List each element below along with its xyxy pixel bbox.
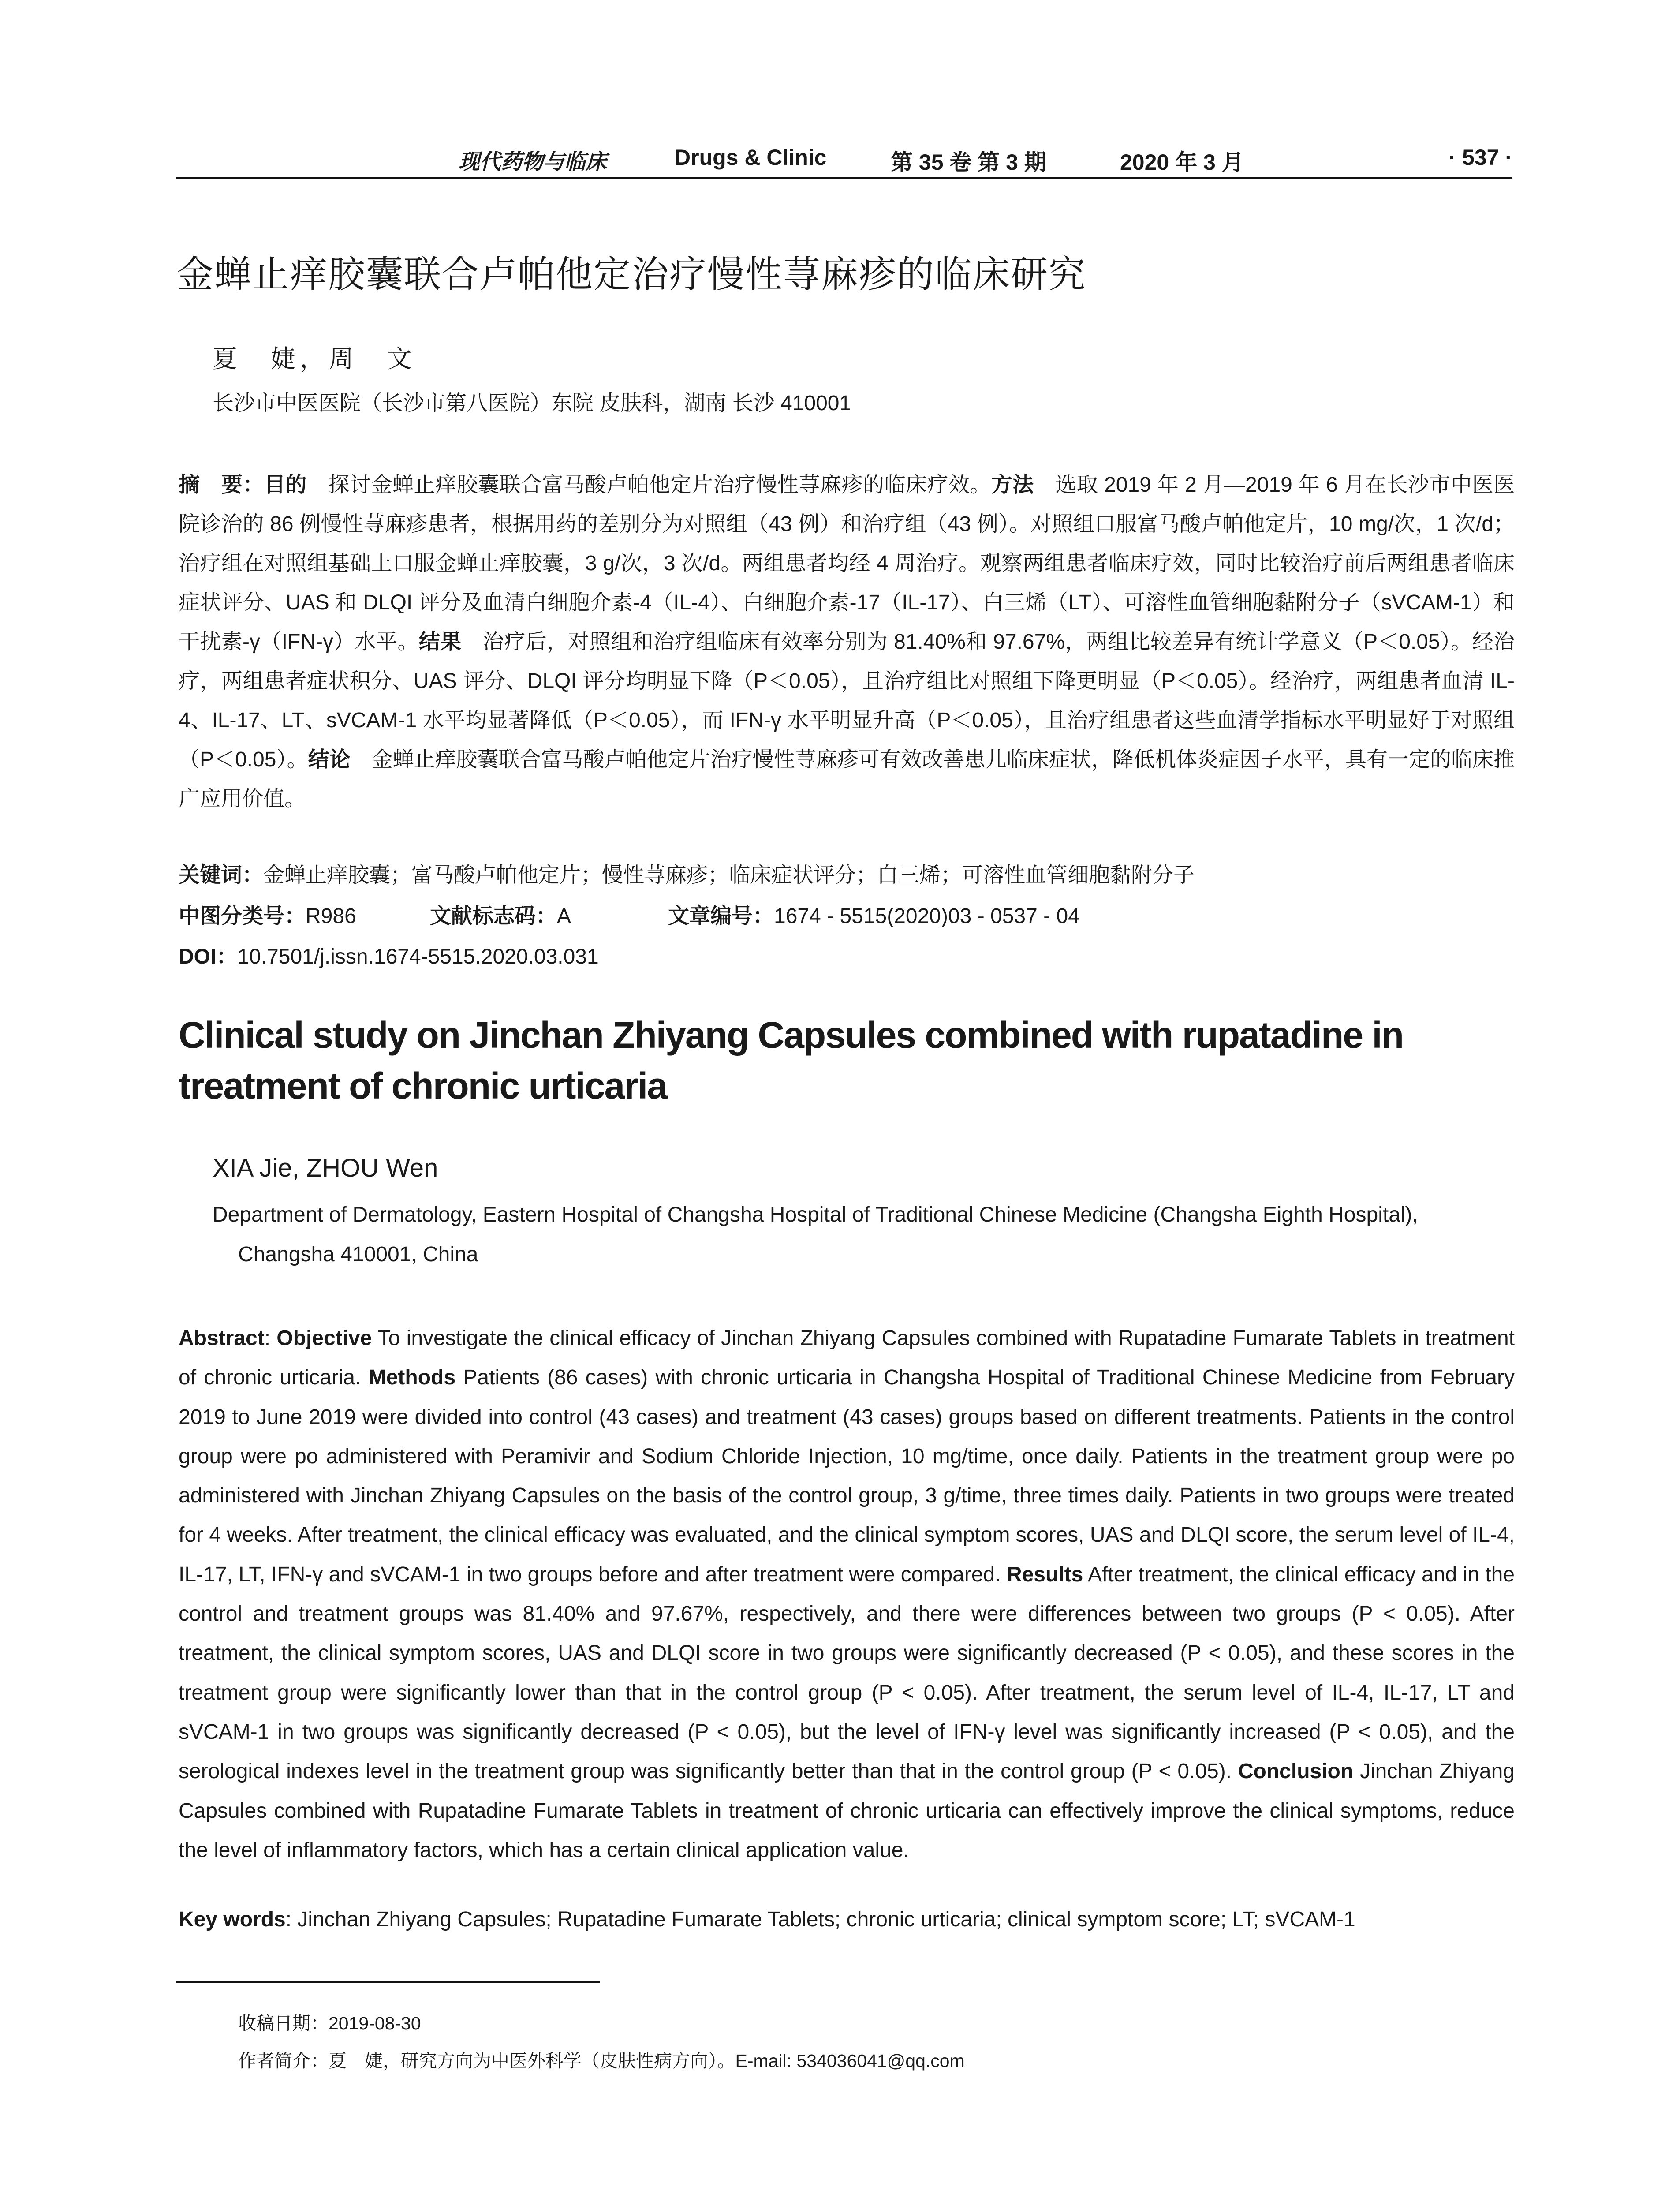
journal-name-cn: 现代药物与临床 (459, 149, 607, 174)
results-label: 结果 (418, 630, 462, 654)
affiliation-line-1: Department of Dermatology, Eastern Hospital of Changsha Hospital of Traditional Chinese Medicine (Changsha Eighth Hospital), (213, 1203, 1418, 1226)
doi-line (179, 939, 1515, 970)
chinese-abstract (179, 465, 1515, 818)
page-number: · 537 · (1449, 145, 1512, 170)
classification-line (179, 899, 1515, 929)
conclusion-label: 结论 (308, 748, 351, 771)
abstract-label: 摘 要： (179, 473, 264, 497)
methods-label-en: Methods (368, 1366, 456, 1390)
author-bio (238, 2046, 965, 2072)
english-title: Clinical study on Jinchan Zhiyang Capsules combined with rupatadine in treatment of chronic urticaria (179, 1014, 1404, 1106)
english-keywords: Key words: Jinchan Zhiyang Capsules; Rupatadine Fumarate Tablets; chronic urticaria; clinical symptom score; LT; sVCAM-1 (179, 1908, 1355, 1931)
conclusion-label-en: Conclusion (1238, 1760, 1354, 1783)
keywords-label-en: Key words (179, 1908, 286, 1931)
footnote-rule (176, 1981, 600, 1983)
volume-issue: 第 35 卷 第 3 期 (891, 150, 1046, 175)
objective-text-en: To investigate the clinical efficacy of Jinchan Zhiyang Capsules combined with Rupatadine Fumarate Tablets in treatment of chronic urticaria. (179, 1327, 1515, 1390)
keywords-text: 金蝉止痒胶囊；富马酸卢帕他定片；慢性荨麻疹；临床症状评分；白三烯；可溶性血管细胞黏附分子 (263, 863, 1195, 887)
article-no: 1674 - 5515(2020)03 - 0537 - 04 (774, 904, 1080, 928)
methods-text-en: Patients (86 cases) with chronic urticaria in Changsha Hospital of Traditional Chinese Medicine from February 2019 to June 2019 were divided into control (43 cases) and treatment (43 cases) groups based on different treatments. Patients in the control group were po administered with Peramivir and Sodium Chloride Injection, 10 mg/time, once daily. Patients in the treatment group were po administered with Jinchan Zhiyang Capsules on the basis of the control group, 3 g/time, three times daily. Patients in two groups were treated for 4 weeks. After treatment, the clinical efficacy was evaluated, and the clinical symptom scores, UAS and DLQI score, the serum level of IL-4, IL-17, LT, IFN-γ and sVCAM-1 in two groups before and after treatment were compared. (179, 1366, 1515, 1586)
objective-label: 目的 (264, 473, 307, 497)
chinese-authors: 夏 婕，周 文 (213, 345, 416, 374)
received-value: 2019-08-30 (329, 2013, 421, 2033)
english-affiliation (213, 1195, 1518, 1274)
received-date (238, 2009, 421, 2035)
affiliation-line-2: Changsha 410001, China (238, 1243, 478, 1266)
bio-label: 作者简介： (238, 2051, 329, 2071)
doc-code-label: 文献标志码： (430, 904, 557, 928)
results-text: 治疗后，对照组和治疗组临床有效率分别为 81.40%和 97.67%，两组比较差异有统计学意义（P＜0.05）。经治疗，两组患者症状积分、UAS 评分、DLQI 评分均明显下降（P＜0.05），且治疗组比对照组下降更明显（P＜0.05）。经治疗，两组患者血清 IL-4、IL-17、LT、sVCAM-1 水平均显著降低（P＜0.05），而 IFN-γ 水平明显升高（P＜0.05），且治疗组患者这些血清学指标水平明显好于对照组（P＜0.05）。 (179, 630, 1515, 771)
doi-value: 10.7501/j.issn.1674-5515.2020.03.031 (237, 945, 599, 968)
conclusion-text-en: Jinchan Zhiyang Capsules combined with Rupatadine Fumarate Tablets in treatment of chronic urticaria can effectively improve the clinical symptoms, reduce the level of inflammatory factors, which has a certain clinical application value. (179, 1760, 1515, 1862)
doi-label: DOI： (179, 945, 238, 968)
methods-text: 选取 2019 年 2 月—2019 年 6 月在长沙市中医医院诊治的 86 例慢性荨麻疹患者，根据用药的差别分为对照组（43 例）和治疗组（43 例）。对照组口服富马酸卢帕他定片，10 mg/次，1 次/d；治疗组在对照组基础上口服金蝉止痒胶囊，3 g/次，3 次/d。两组患者均经 4 周治疗。观察两组患者临床疗效，同时比较治疗前后两组患者临床症状评分、UAS 和 DLQI 评分及血清白细胞介素-4（IL-4）、白细胞介素-17（IL-17）、白三烯（LT）、可溶性血管细胞黏附分子（sVCAM-1）和干扰素-γ（IFN-γ）水平。 (179, 473, 1515, 654)
abstract-label-en: Abstract (179, 1327, 265, 1350)
objective-text: 探讨金蝉止痒胶囊联合富马酸卢帕他定片治疗慢性荨麻疹的临床疗效。 (306, 473, 991, 497)
english-authors: XIA Jie, ZHOU Wen (213, 1154, 438, 1182)
clc-label: 中图分类号： (179, 904, 306, 928)
results-text-en: After treatment, the clinical efficacy and in the control and treatment groups was 81.40% and 97.67%, respectively, and there were differences between two groups (P < 0.05). After treatment, the clinical symptom scores, UAS and DLQI score in two groups were significantly decreased (P < 0.05), and these scores in the treatment group were significantly lower than that in the control group (P < 0.05). After treatment, the serum level of IL-4, IL-17, LT and sVCAM-1 in two groups was significantly decreased (P < 0.05), but the level of IFN-γ level was significantly increased (P < 0.05), and the serological indexes level in the treatment group was significantly better than that in the control group (P < 0.05). (179, 1562, 1515, 1783)
methods-label: 方法 (991, 473, 1034, 497)
conclusion-text: 金蝉止痒胶囊联合富马酸卢帕他定片治疗慢性荨麻疹可有效改善患儿临床症状，降低机体炎症因子水平，具有一定的临床推广应用价值。 (179, 748, 1515, 811)
running-header (176, 140, 1512, 176)
received-label: 收稿日期： (238, 2013, 329, 2033)
header-rule (176, 177, 1512, 179)
chinese-affiliation: 长沙市中医医院（长沙市第八医院）东院 皮肤科，湖南 长沙 410001 (213, 392, 851, 415)
objective-label-en: Objective (276, 1327, 372, 1350)
article-no-label: 文章编号： (668, 904, 774, 928)
doc-code: A (557, 904, 571, 928)
issue-date: 2020 年 3 月 (1120, 150, 1244, 175)
chinese-keywords (179, 858, 1515, 888)
keywords-label: 关键词： (179, 863, 264, 887)
chinese-title: 金蝉止痒胶囊联合卢帕他定治疗慢性荨麻疹的临床研究 (176, 254, 1087, 295)
bio-text: 夏 婕，研究方向为中医外科学（皮肤性病方向）。E-mail: 534036041@qq.com (329, 2051, 965, 2071)
keywords-text-en: Jinchan Zhiyang Capsules; Rupatadine Fumarate Tablets; chronic urticaria; clinical symptom score; LT; sVCAM-1 (297, 1908, 1355, 1931)
journal-name-en: Drugs & Clinic (675, 145, 827, 170)
english-abstract: Abstract: Objective To investigate the clinical efficacy of Jinchan Zhiyang Capsules combined with Rupatadine Fumarate Tablets in treatment of chronic urticaria. Methods Patients (86 cases) with chronic urticaria in Changsha Hospital of Traditional Chinese Medicine from February 2019 to June 2019 were divided into control (43 cases) and treatment (43 cases) groups based on different treatments. Patients in the control group were po administered with Peramivir and Sodium Chloride Injection, 10 mg/time, once daily. Patients in the treatment group were po administered with Jinchan Zhiyang Capsules on the basis of the control group, 3 g/time, three times daily. Patients in two groups were treated for 4 weeks. After treatment, the clinical efficacy was evaluated, and the clinical symptom scores, UAS and DLQI score, the serum level of IL-4, IL-17, LT, IFN-γ and sVCAM-1 in two groups before and after treatment were compared. Results After treatment, the clinical efficacy and in the control and treatment groups was 81.40% and 97.67%, respectively, and there were differences between two groups (P < 0.05). After treatment, the clinical symptom scores, UAS and DLQI score in two groups were significantly decreased (P < 0.05), and these scores in the treatment group were significantly lower than that in the control group (P < 0.05). After treatment, the serum level of IL-4, IL-17, LT and sVCAM-1 in two groups was significantly decreased (P < 0.05), but the level of IFN-γ level was significantly increased (P < 0.05), and the serological indexes level in the treatment group was significantly better than that in the control group (P < 0.05). Conclusion Jinchan Zhiyang Capsules combined with Rupatadine Fumarate Tablets in treatment of chronic urticaria can effectively improve the clinical symptoms, reduce the level of inflammatory factors, which has a certain clinical application value. (179, 1327, 1515, 1862)
results-label-en: Results (1006, 1562, 1083, 1586)
clc-code: R986 (306, 904, 356, 928)
